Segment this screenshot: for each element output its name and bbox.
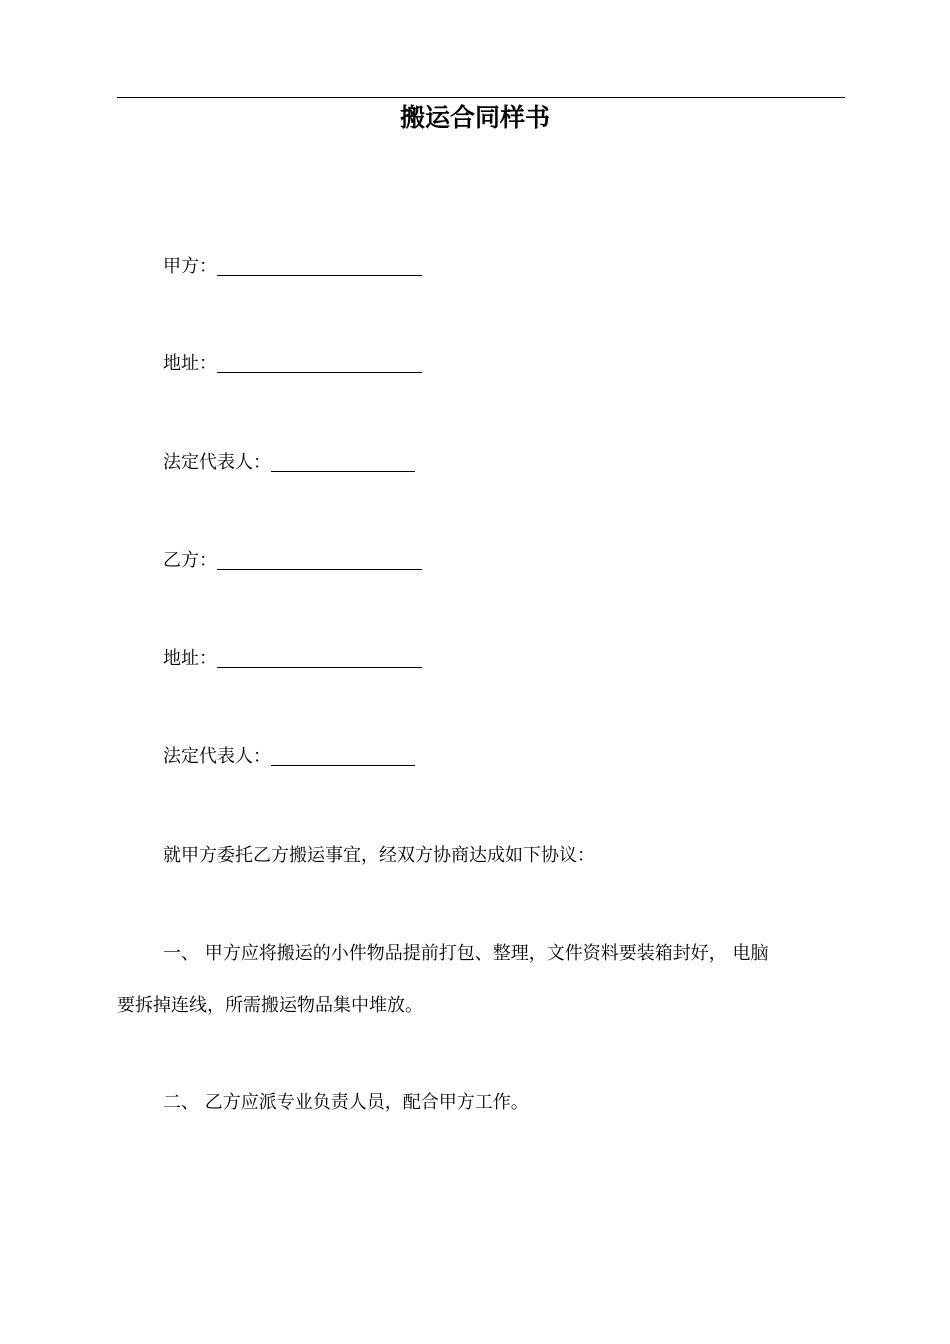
party-b-address-blank[interactable] <box>217 666 422 668</box>
party-a-representative-label: 法定代表人： <box>163 452 271 473</box>
party-b-blank[interactable] <box>217 568 422 570</box>
party-b-address-label: 地址： <box>163 648 217 669</box>
clause-2-paragraph: 二、 乙方应派专业负责人员，配合甲方工作。 <box>163 1092 529 1113</box>
party-b-representative-blank[interactable] <box>271 764 415 766</box>
party-a-address-blank[interactable] <box>217 371 422 373</box>
party-a-label: 甲方： <box>163 256 217 277</box>
header-rule <box>117 97 845 98</box>
party-b-representative-label: 法定代表人： <box>163 746 271 767</box>
party-a-address-label: 地址： <box>163 353 217 374</box>
clause-1-line-1: 一、 甲方应将搬运的小件物品提前打包、整理，文件资料要装箱封好， 电脑 <box>163 943 769 964</box>
party-a-blank[interactable] <box>217 274 422 276</box>
party-b-label: 乙方： <box>163 550 217 571</box>
document-title: 搬运合同样书 <box>399 103 550 132</box>
party-a-representative-blank[interactable] <box>271 470 415 472</box>
party-b-representative-field <box>163 745 415 769</box>
party-a-address-field <box>163 352 422 376</box>
party-a-representative-field <box>163 451 415 475</box>
party-a-field <box>163 255 422 279</box>
intro-paragraph: 就甲方委托乙方搬运事宜，经双方协商达成如下协议： <box>163 845 595 866</box>
party-b-field <box>163 549 422 573</box>
clause-1-line-2: 要拆掉连线，所需搬运物品集中堆放。 <box>117 995 423 1016</box>
party-b-address-field <box>163 647 422 671</box>
